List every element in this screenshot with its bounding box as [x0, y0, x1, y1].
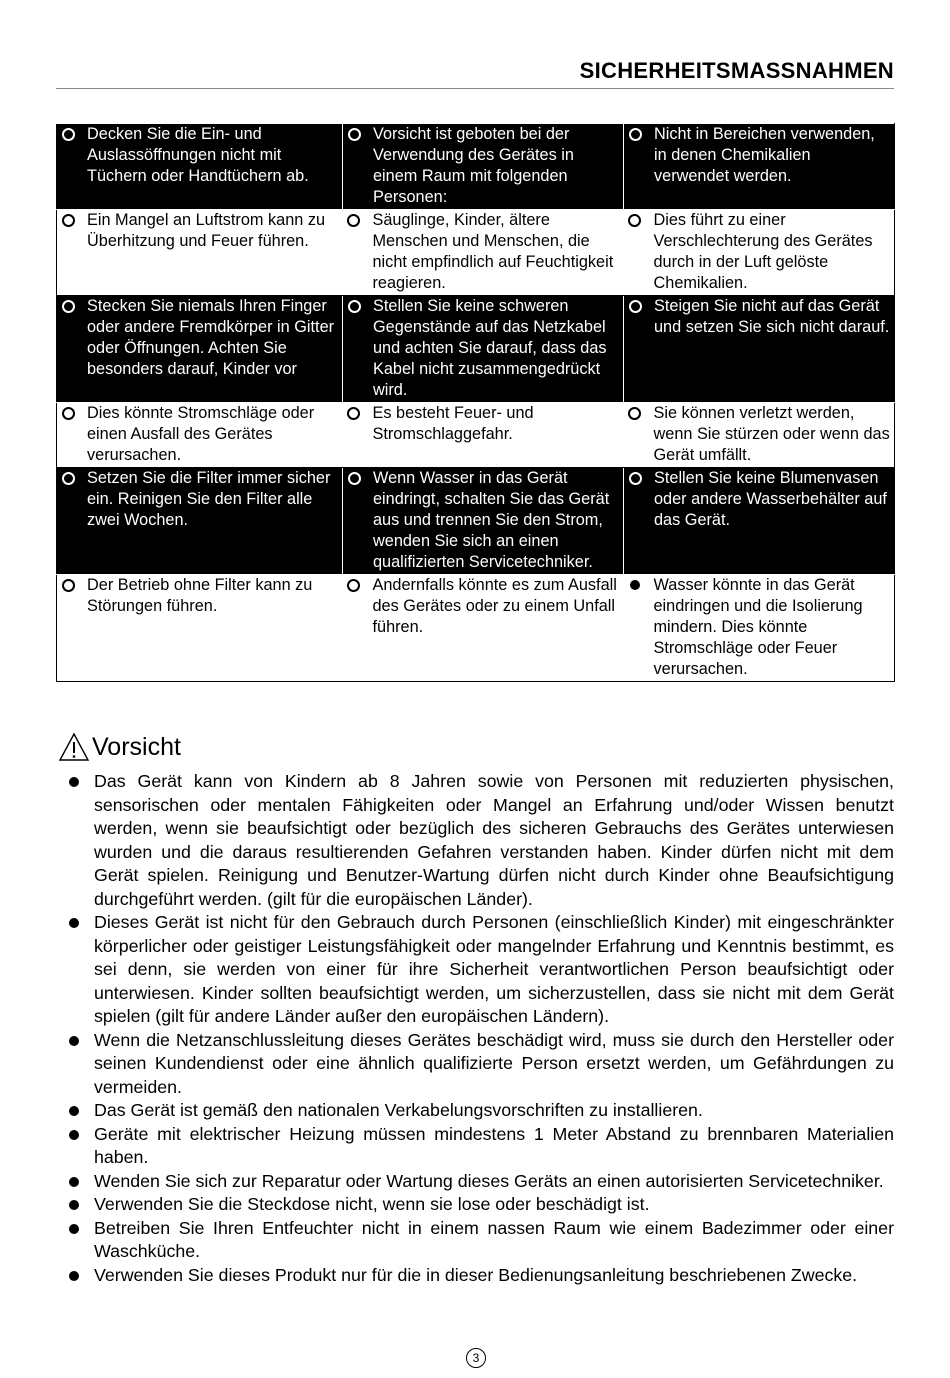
table-cell — [343, 296, 624, 403]
cell-content — [343, 296, 623, 402]
bullet-icon — [69, 1224, 79, 1234]
cell-content — [343, 124, 623, 209]
cell-content — [57, 403, 343, 467]
cell-text: Wenn Wasser in das Gerät eindringt, schalten Sie das Gerät aus und trennen Sie den Strom, wenden Sie sich an einen qualifizierten Servicetechniker. — [373, 469, 610, 571]
cell-text: Nicht in Bereichen verwenden, in denen Chemikalien verwendet werden. — [654, 125, 875, 185]
table-cell — [343, 210, 624, 296]
list-item — [56, 1099, 894, 1123]
list-item — [56, 911, 894, 1029]
cell-text: Säuglinge, Kinder, ältere Menschen und Menschen, die nicht empfindlich auf Feuchtigkeit reagieren. — [372, 211, 614, 292]
ring-bullet-icon — [347, 403, 361, 426]
list-item-text: Dieses Gerät ist nicht für den Gebrauch durch Personen (einschließlich Kinder) mit eingeschränkter körperlicher oder geistiger Leistungsfähigkeit oder mangelnder Erfahrung und Kenntnis bestimmt, es sei denn, sie werden von einer für ihre Sicherheit verantwortlichen Person beaufsichtigt oder unterwiesen. Kinder sollten beaufsichtigt werden, um sicherzustellen, dass sie nicht mit dem Gerät spielen (gilt für andere Länder außer den europäischen Ländern). — [94, 912, 894, 1026]
cell-content — [57, 468, 342, 532]
cell-text: Decken Sie die Ein- und Auslassöffnungen nicht mit Tüchern oder Handtüchern ab. — [87, 125, 309, 185]
list-item-text: Verwenden Sie die Steckdose nicht, wenn sie lose oder beschädigt ist. — [94, 1194, 650, 1214]
cell-text: Stecken Sie niemals Ihren Finger oder andere Fremdkörper in Gitter oder Öffnungen. Achten Sie besonders darauf, Kinder vor — [87, 297, 335, 378]
ring-bullet-icon — [347, 575, 361, 598]
list-item-text: Geräte mit elektrischer Heizung müssen mindestens 1 Meter Abstand zu brennbaren Materialien haben. — [94, 1123, 894, 1167]
ring-bullet-icon — [61, 403, 75, 426]
list-item-text: Das Gerät ist gemäß den nationalen Verkabelungsvorschriften zu installieren. — [94, 1100, 703, 1120]
cell-text: Vorsicht ist geboten bei der Verwendung des Gerätes in einem Raum mit folgenden Personen: — [373, 125, 574, 206]
cell-content — [343, 210, 624, 295]
table-cell — [343, 575, 624, 682]
cell-text: Stellen Sie keine schweren Gegenstände auf das Netzkabel und achten Sie darauf, dass das Kabel nicht zusammengedrückt wird. — [373, 297, 607, 399]
page-title: SICHERHEITSMASSNAHMEN — [579, 58, 894, 83]
table-cell — [57, 468, 343, 575]
table-cell — [57, 296, 343, 403]
cell-content — [624, 575, 895, 681]
bullet-icon — [69, 1036, 79, 1046]
table-cell — [624, 124, 895, 210]
list-item — [56, 770, 894, 911]
table-cell — [624, 575, 895, 682]
cell-content — [624, 124, 894, 188]
ring-bullet-icon — [347, 296, 361, 319]
caution-heading — [58, 726, 181, 762]
cell-text: Dies führt zu einer Verschlechterung des Gerätes durch in der Luft gelöste Chemikalien. — [653, 211, 873, 292]
table-cell — [624, 296, 895, 403]
list-item-text: Wenn die Netzanschlussleitung dieses Gerätes beschädigt wird, muss sie durch den Hersteller oder seinen Kundendienst oder eine ähnlich qualifizierte Person ersetzt werden, um Gefährdungen zu vermeiden. — [94, 1029, 894, 1097]
page-number: 3 — [466, 1348, 486, 1368]
caution-list — [56, 770, 894, 1287]
bullet-icon — [69, 1271, 79, 1281]
table-row — [57, 468, 895, 575]
cell-content — [343, 468, 623, 574]
caution-title: Vorsicht — [92, 733, 181, 761]
table-row — [57, 124, 895, 210]
list-item-text: Wenden Sie sich zur Reparatur oder Wartung dieses Geräts an einen autorisierten Servicetechniker. — [94, 1170, 884, 1191]
ring-bullet-icon — [61, 124, 75, 147]
cell-text: Wasser könnte in das Gerät eindringen und die Isolierung mindern. Dies könnte Stromschläge oder Feuer verursachen. — [653, 576, 863, 678]
table-cell — [624, 403, 895, 468]
cell-text: Andernfalls könnte es zum Ausfall des Gerätes oder zu einem Unfall führen. — [372, 576, 617, 636]
ring-bullet-icon — [628, 468, 642, 491]
table-cell — [57, 575, 343, 682]
table-cell — [624, 210, 895, 296]
ring-bullet-icon — [628, 124, 642, 147]
filled-bullet-icon — [628, 575, 642, 596]
list-item — [56, 1029, 894, 1100]
ring-bullet-icon — [628, 403, 642, 426]
cell-content — [624, 403, 895, 467]
ring-bullet-icon — [61, 468, 75, 491]
list-item-text: Betreiben Sie Ihren Entfeuchter nicht in einem nassen Raum wie einem Badezimmer oder einer Waschküche. — [94, 1217, 894, 1261]
ring-bullet-icon — [628, 210, 642, 233]
ring-bullet-icon — [61, 575, 75, 598]
table-cell — [57, 403, 343, 468]
cell-text: Stellen Sie keine Blumenvasen oder andere Wasserbehälter auf das Gerät. — [654, 469, 887, 529]
bullet-icon — [69, 918, 79, 928]
table-row — [57, 403, 895, 468]
ring-bullet-icon — [347, 124, 361, 147]
table-row — [57, 296, 895, 403]
table-cell — [624, 468, 895, 575]
table-cell — [57, 210, 343, 296]
cell-content — [624, 468, 894, 532]
list-item-text: Verwenden Sie dieses Produkt nur für die in dieser Bedienungsanleitung beschriebenen Zwecke. — [94, 1264, 858, 1285]
header-divider — [56, 88, 894, 89]
ring-bullet-icon — [347, 210, 361, 233]
bullet-icon — [69, 1106, 79, 1116]
list-item — [56, 1123, 894, 1170]
ring-bullet-icon — [61, 296, 75, 319]
cell-content — [57, 210, 343, 253]
bullet-icon — [69, 777, 79, 787]
ring-bullet-icon — [628, 296, 642, 319]
ring-bullet-icon — [61, 210, 75, 233]
bullet-icon — [69, 1200, 79, 1210]
cell-content — [624, 296, 894, 339]
warning-triangle-icon — [58, 732, 90, 762]
list-item-text: Das Gerät kann von Kindern ab 8 Jahren sowie von Personen mit reduzierten physischen, sensorischen oder mentalen Fähigkeiten oder Mangel an Erfahrung und/oder Wissen benutzt werden, wenn sie beaufsichtigt oder bezüglich des sicheren Gebrauchs des Gerätes unterwiesen wurden und die daraus resultierenden Gefahren verstanden haben. Kinder dürfen nicht mit dem Gerät spielen. Reinigung und Benutzer-Wartung dürfen nicht durch Kinder ohne Beaufsichtigung durchgeführt werden. (gilt für die europäischen Länder). — [94, 771, 894, 909]
bullet-icon — [69, 1177, 79, 1187]
table-cell — [343, 403, 624, 468]
cell-text: Setzen Sie die Filter immer sicher ein. Reinigen Sie den Filter alle zwei Wochen. — [87, 469, 331, 529]
bullet-icon — [69, 1130, 79, 1140]
cell-text: Ein Mangel an Luftstrom kann zu Überhitzung und Feuer führen. — [87, 211, 326, 250]
cell-text: Der Betrieb ohne Filter kann zu Störungen führen. — [87, 576, 313, 615]
list-item — [56, 1170, 894, 1194]
table-row — [57, 575, 895, 682]
table-cell — [343, 124, 624, 210]
list-item — [56, 1193, 894, 1217]
cell-content — [624, 210, 895, 295]
cell-text: Steigen Sie nicht auf das Gerät und setzen Sie sich nicht darauf. — [654, 297, 890, 336]
cell-content — [343, 403, 624, 446]
cell-text: Sie können verletzt werden, wenn Sie stürzen oder wenn das Gerät umfällt. — [653, 404, 890, 464]
list-item — [56, 1217, 894, 1264]
ring-bullet-icon — [347, 468, 361, 491]
table-row — [57, 210, 895, 296]
table-cell — [343, 468, 624, 575]
table-cell — [57, 124, 343, 210]
safety-table — [56, 123, 895, 682]
cell-text: Dies könnte Stromschläge oder einen Ausfall des Gerätes verursachen. — [87, 404, 315, 464]
cell-content — [343, 575, 624, 639]
cell-content — [57, 124, 342, 188]
cell-content — [57, 296, 342, 381]
cell-content — [57, 575, 343, 618]
cell-text: Es besteht Feuer- und Stromschlaggefahr. — [372, 404, 534, 443]
list-item — [56, 1264, 894, 1288]
